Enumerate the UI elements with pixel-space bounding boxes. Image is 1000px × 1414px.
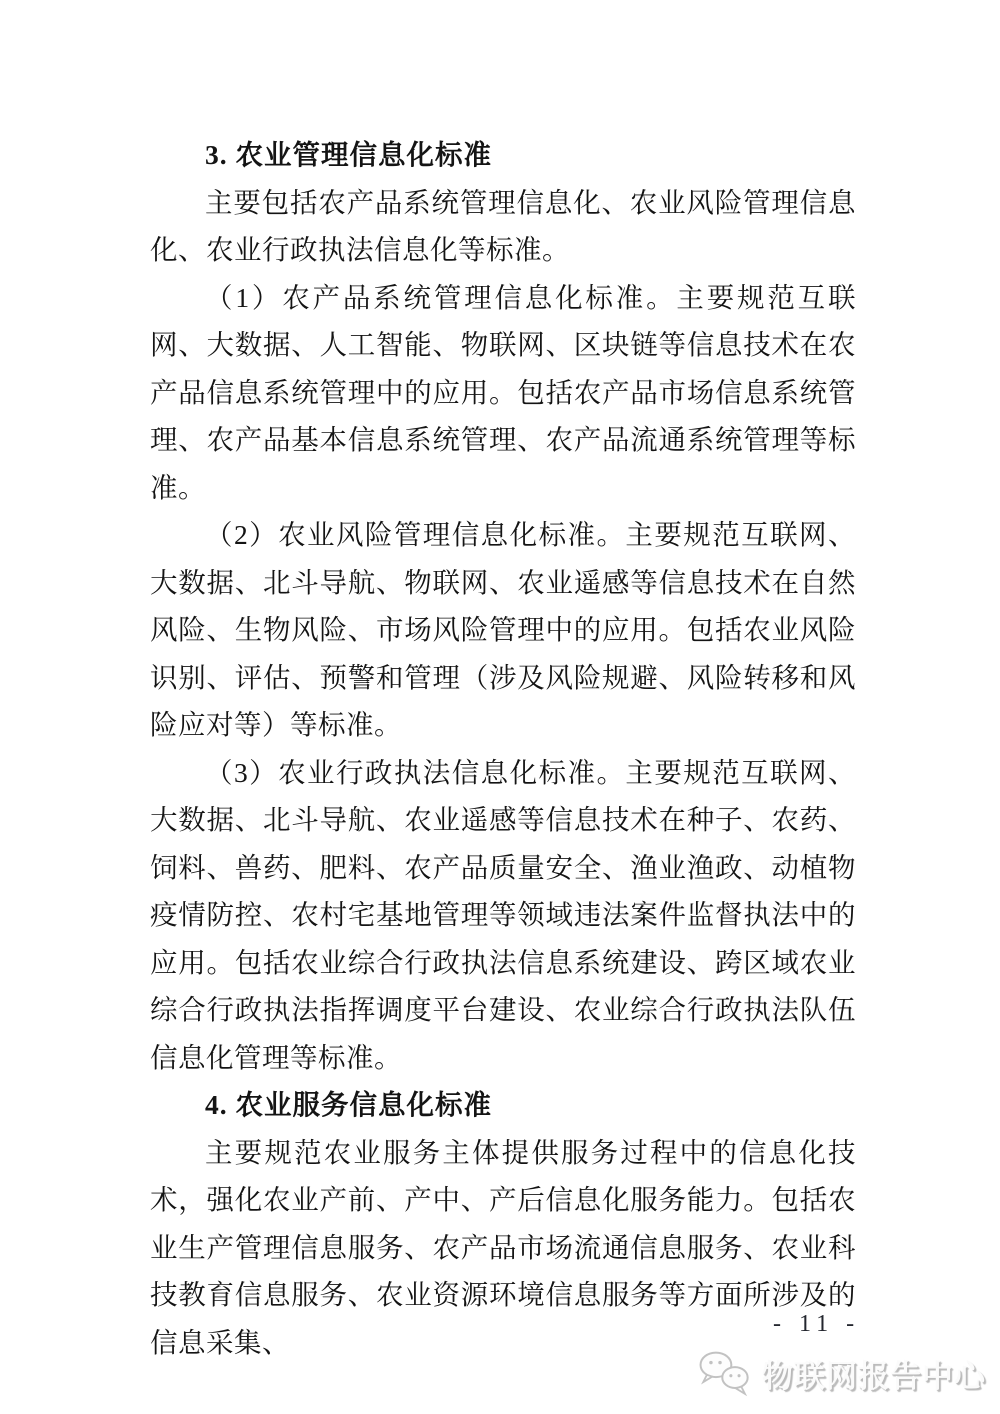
page-number: - 11 -: [773, 1311, 861, 1337]
wechat-icon: [696, 1348, 754, 1398]
paragraph-item-1: （1）农产品系统管理信息化标准。主要规范互联网、大数据、人工智能、物联网、区块链等信息技术在农产品信息系统管理中的应用。包括农产品市场信息系统管理、农产品基本信息系统管理、农产品流通系统管理等标准。: [150, 281, 856, 503]
watermark: [696, 1348, 986, 1398]
section-heading-3: 3. 农业管理信息化标准: [205, 139, 492, 170]
document-body: [150, 131, 861, 1366]
paragraph-intro-4: 主要规范农业服务主体提供服务过程中的信息化技术，强化农业产前、产中、产后信息化服务能力。包括农业生产管理信息服务、农产品市场流通信息服务、农业科技教育信息服务、农业资源环境信息服务等方面所涉及的信息采集、: [150, 1136, 856, 1358]
watermark-text: 物联网报告中心: [762, 1358, 986, 1394]
paragraph-item-3: （3）农业行政执法信息化标准。主要规范互联网、大数据、北斗导航、农业遥感等信息技术在种子、农药、饲料、兽药、肥料、农产品质量安全、渔业渔政、动植物疫情防控、农村宅基地管理等领域违法案件监督执法中的应用。包括农业综合行政执法信息系统建设、跨区域农业综合行政执法指挥调度平台建设、农业综合行政执法队伍信息化管理等标准。: [150, 756, 856, 1073]
paragraph-item-2: （2）农业风险管理信息化标准。主要规范互联网、大数据、北斗导航、物联网、农业遥感等信息技术在自然风险、生物风险、市场风险管理中的应用。包括农业风险识别、评估、预警和管理（涉及风险规避、风险转移和风险应对等）等标准。: [150, 519, 856, 740]
paragraph-intro-3: 主要包括农产品系统管理信息化、农业风险管理信息化、农业行政执法信息化等标准。: [150, 186, 856, 265]
section-heading-4: 4. 农业服务信息化标准: [205, 1089, 492, 1120]
